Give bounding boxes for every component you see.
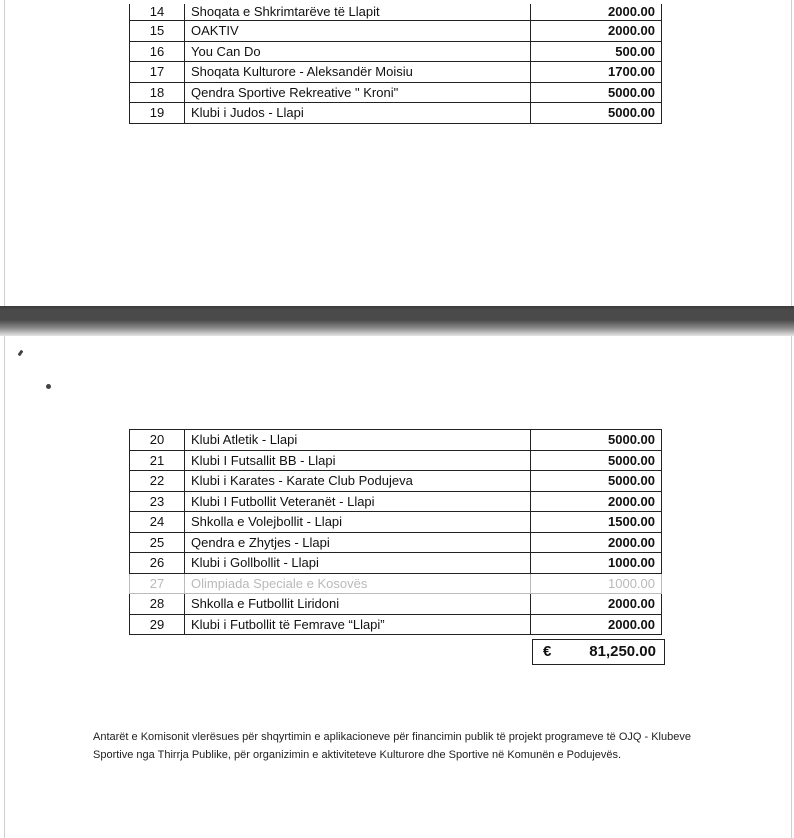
organization-name: Klubi I Futsallit BB - Llapi	[185, 450, 531, 471]
row-number: 29	[130, 614, 185, 635]
organization-name: Olimpiada Speciale e Kosovës	[185, 573, 531, 594]
committee-paragraph: Antarët e Komisonit vlerësues për shqyrtimin e aplikacioneve për financimin publik të projekt programeve të OJQ - Klubeve Sportive nga Thirrja Publike, për organizimin e aktiviteteve Kulturore dhe Sportive në Komunën e Podujevës.	[93, 731, 691, 761]
table-row	[130, 450, 662, 471]
amount: 2000.00	[531, 532, 662, 553]
table-row	[130, 21, 662, 42]
total-amount-box	[532, 639, 665, 665]
organization-name: You Can Do	[185, 41, 531, 62]
row-number: 14	[130, 4, 185, 21]
amount: 500.00	[531, 41, 662, 62]
row-number: 21	[130, 450, 185, 471]
funding-table-part-2	[129, 429, 662, 635]
row-number: 23	[130, 491, 185, 512]
organization-name: Shoqata e Shkrimtarëve të Llapit	[185, 4, 531, 21]
page-separator	[0, 306, 794, 336]
table-row	[130, 573, 662, 594]
row-number: 20	[130, 430, 185, 451]
table-row	[130, 491, 662, 512]
amount: 2000.00	[531, 614, 662, 635]
organization-name: Klubi I Futbollit Veteranët - Llapi	[185, 491, 531, 512]
document-page-1	[4, 0, 792, 306]
table-row	[130, 594, 662, 615]
table-row	[130, 62, 662, 83]
row-number: 15	[130, 21, 185, 42]
amount: 2000.00	[531, 4, 662, 21]
amount: 5000.00	[531, 103, 662, 124]
table-row	[130, 512, 662, 533]
scan-speck	[46, 384, 51, 389]
row-number: 24	[130, 512, 185, 533]
document-page-2	[4, 336, 792, 838]
table-row	[130, 471, 662, 492]
row-number: 25	[130, 532, 185, 553]
organization-name: Shkolla e Volejbollit - Llapi	[185, 512, 531, 533]
amount: 1000.00	[531, 553, 662, 574]
funding-table-part-1	[129, 4, 662, 124]
organization-name: Klubi i Judos - Llapi	[185, 103, 531, 124]
row-number: 28	[130, 594, 185, 615]
table-row	[130, 553, 662, 574]
scan-speck	[18, 350, 24, 357]
amount: 2000.00	[531, 594, 662, 615]
currency-symbol: €	[543, 643, 552, 660]
table-row	[130, 532, 662, 553]
table-row	[130, 41, 662, 62]
row-number: 22	[130, 471, 185, 492]
organization-name: OAKTIV	[185, 21, 531, 42]
table-row	[130, 82, 662, 103]
table-row	[130, 614, 662, 635]
row-number: 17	[130, 62, 185, 83]
table-row	[130, 103, 662, 124]
amount: 1500.00	[531, 512, 662, 533]
amount: 1700.00	[531, 62, 662, 83]
amount: 2000.00	[531, 491, 662, 512]
amount: 5000.00	[531, 450, 662, 471]
organization-name: Shkolla e Futbollit Liridoni	[185, 594, 531, 615]
amount: 5000.00	[531, 430, 662, 451]
amount: 5000.00	[531, 82, 662, 103]
organization-name: Qendra e Zhytjes - Llapi	[185, 532, 531, 553]
organization-name: Klubi Atletik - Llapi	[185, 430, 531, 451]
row-number: 19	[130, 103, 185, 124]
row-number: 27	[130, 573, 185, 594]
organization-name: Shoqata Kulturore - Aleksandër Moisiu	[185, 62, 531, 83]
row-number: 18	[130, 82, 185, 103]
organization-name: Qendra Sportive Rekreative " Kroni"	[185, 82, 531, 103]
amount: 1000.00	[531, 573, 662, 594]
total-value: 81,250.00	[589, 643, 656, 660]
organization-name: Klubi i Gollbollit - Llapi	[185, 553, 531, 574]
table-row	[130, 4, 662, 21]
table-row	[130, 430, 662, 451]
organization-name: Klubi i Karates - Karate Club Podujeva	[185, 471, 531, 492]
organization-name: Klubi i Futbollit të Femrave “Llapi”	[185, 614, 531, 635]
row-number: 16	[130, 41, 185, 62]
row-number: 26	[130, 553, 185, 574]
amount: 5000.00	[531, 471, 662, 492]
amount: 2000.00	[531, 21, 662, 42]
